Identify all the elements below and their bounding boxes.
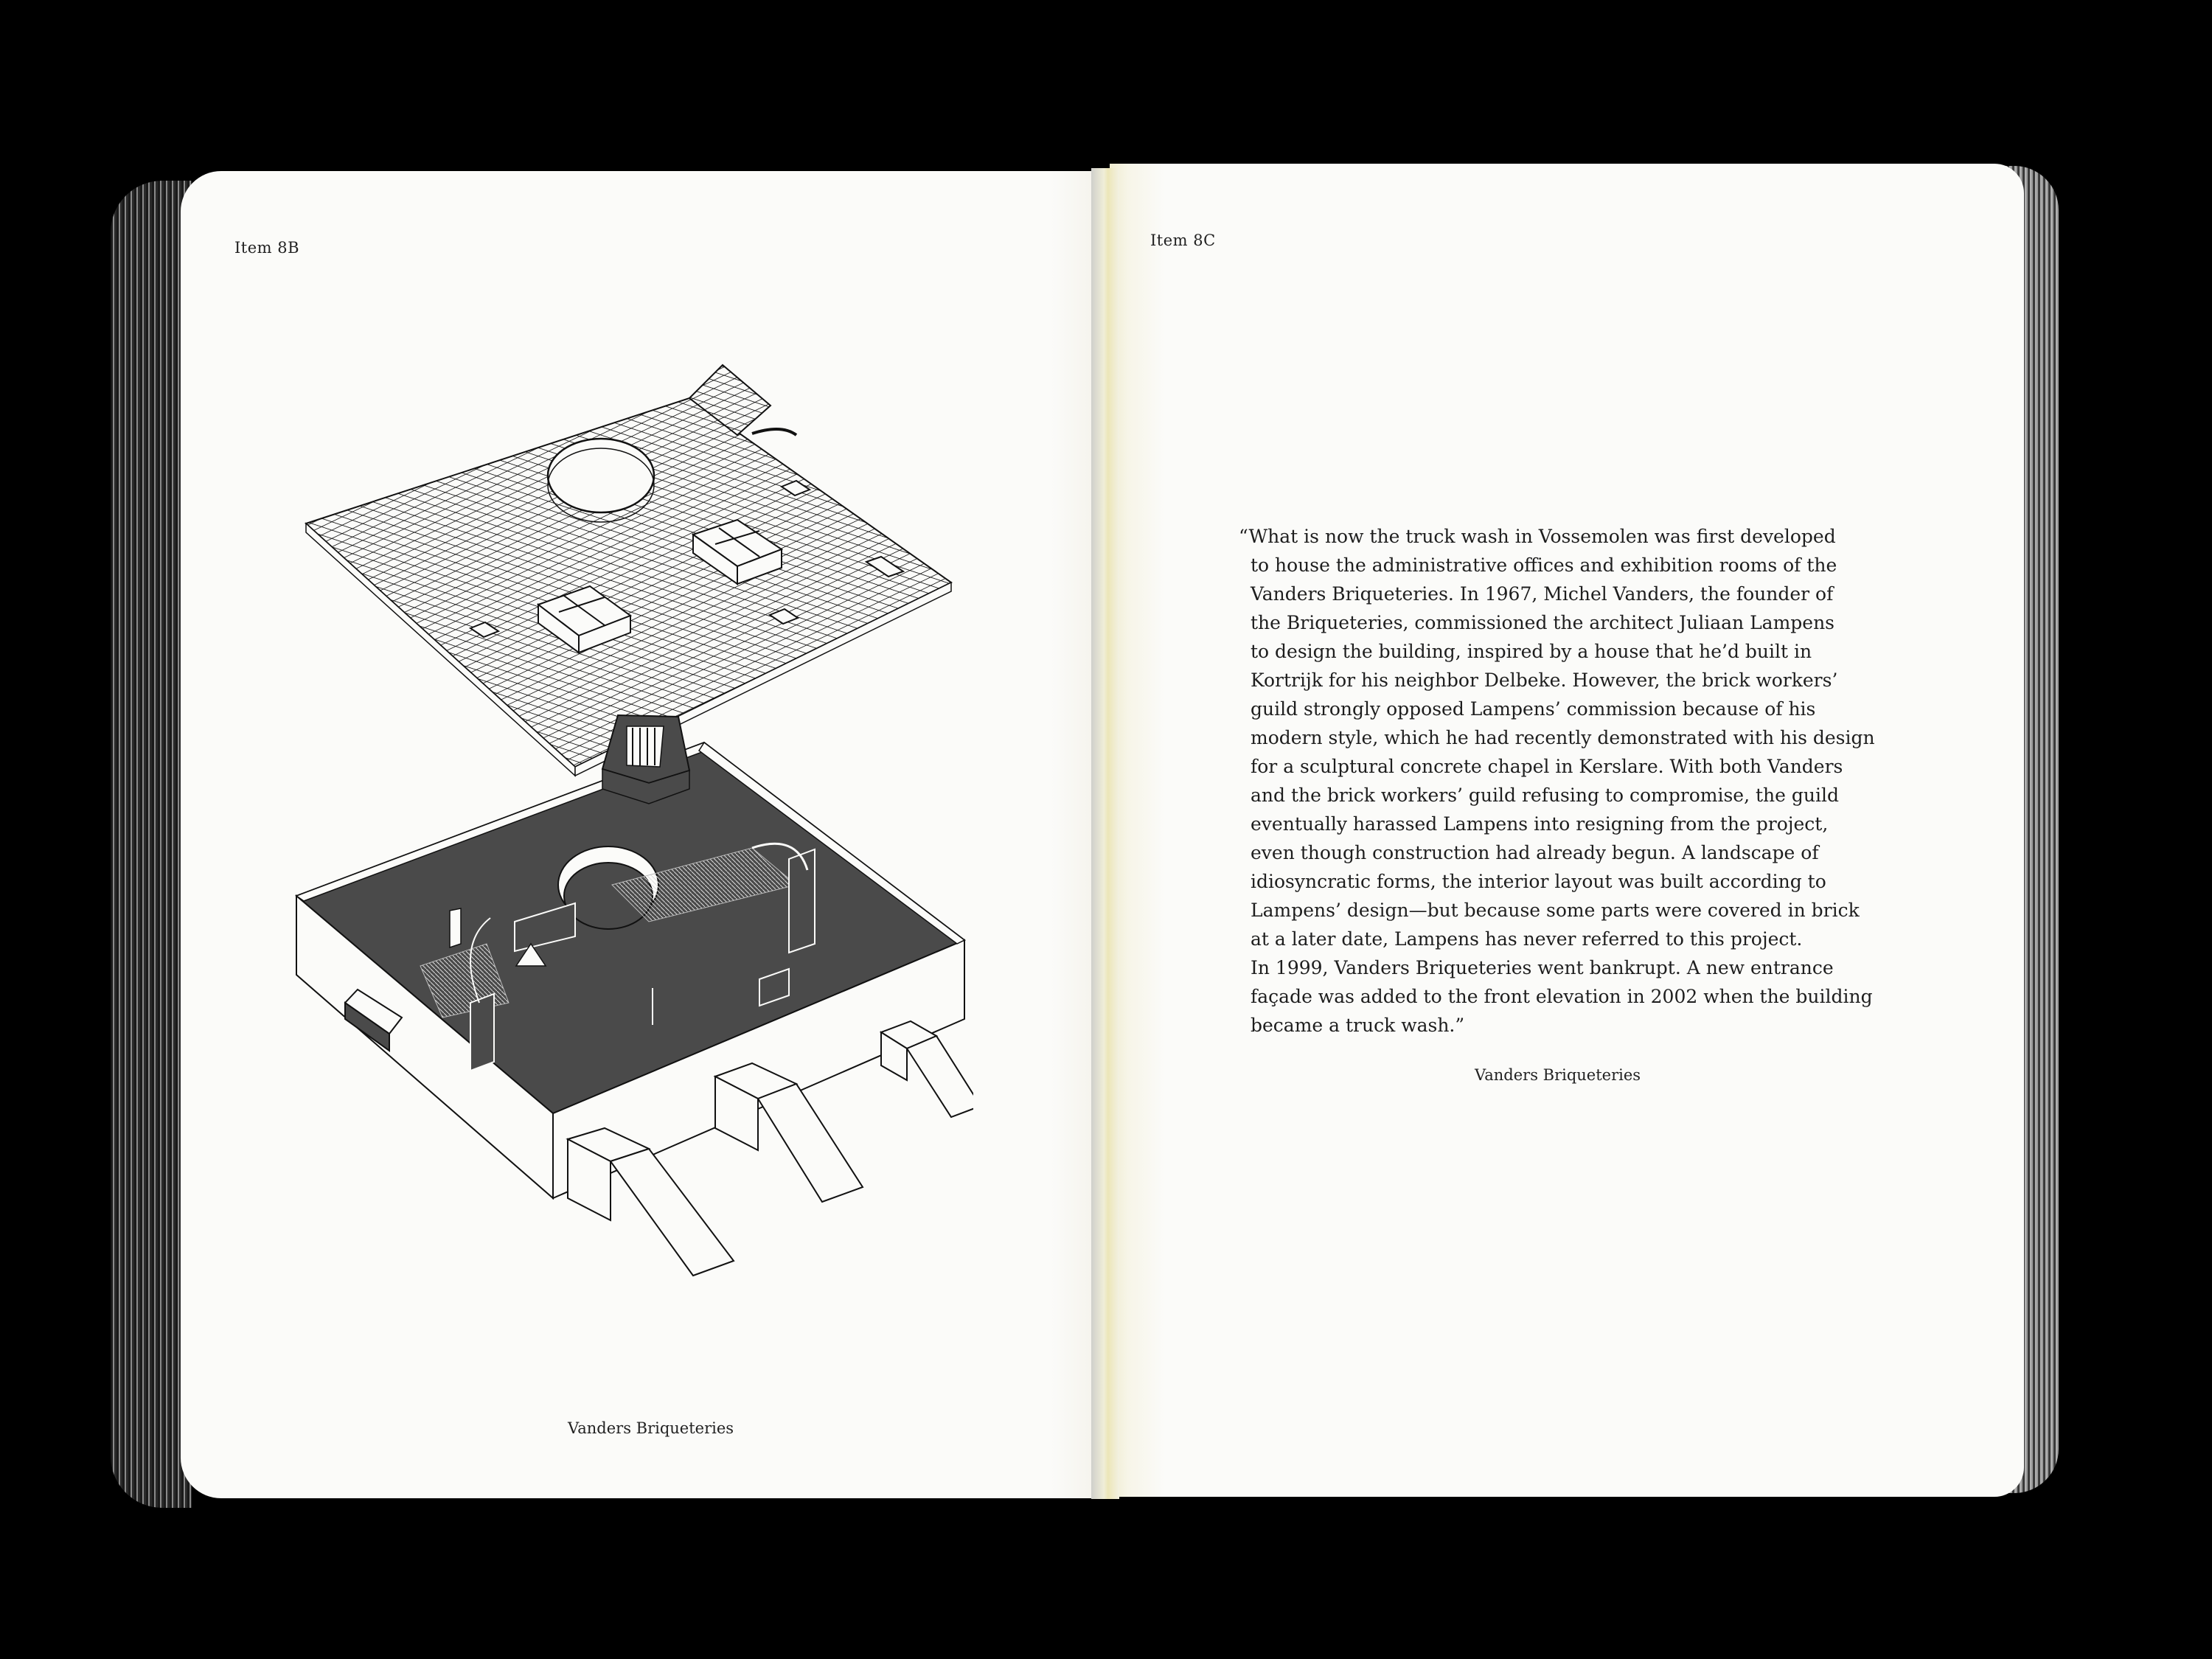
- quote-block: [1239, 522, 1888, 1040]
- quote-line: Vanders Briqueteries. In 1967, Michel Vanders, the founder of: [1251, 583, 1834, 605]
- quote-line: to house the administrative offices and exhibition rooms of the: [1251, 554, 1837, 576]
- quote-line: even though construction had already begun. A landscape of: [1251, 842, 1819, 863]
- quote-line: eventually harassed Lampens into resigning from the project,: [1251, 813, 1829, 835]
- left-page-caption: Vanders Briqueteries: [568, 1419, 734, 1437]
- quote-line: In 1999, Vanders Briqueteries went bankrupt. A new entrance: [1251, 957, 1834, 978]
- building-volume: [296, 715, 973, 1276]
- quote-line: Lampens’ design—but because some parts were covered in brick: [1251, 900, 1860, 921]
- item-label-8c: Item 8C: [1150, 232, 1216, 249]
- quote-line: at a later date, Lampens has never referred to this project.: [1251, 928, 1803, 950]
- quote-line: façade was added to the front elevation in 2002 when the building: [1251, 986, 1873, 1007]
- book-gutter: [1091, 168, 1119, 1499]
- right-page-caption: Vanders Briqueteries: [1475, 1066, 1641, 1084]
- quote-line: “What is now the truck wash in Vossemolen was first developed: [1239, 526, 1836, 547]
- quote-line: Kortrijk for his neighbor Delbeke. However, the brick workers’: [1251, 669, 1838, 691]
- quote-line: for a sculptural concrete chapel in Kerslare. With both Vanders: [1251, 756, 1843, 777]
- left-page-edge-stack: [111, 181, 192, 1508]
- quote-line: idiosyncratic forms, the interior layout was built according to: [1251, 871, 1826, 892]
- quote-line: and the brick workers’ guild refusing to compromise, the guild: [1251, 785, 1839, 806]
- axonometric-drawing: [280, 354, 973, 1283]
- quote-line: modern style, which he had recently demonstrated with his design: [1251, 727, 1875, 748]
- quote-line: to design the building, inspired by a house that he’d built in: [1251, 641, 1812, 662]
- quote-line: guild strongly opposed Lampens’ commission because of his: [1251, 698, 1816, 720]
- roof-grid: [306, 365, 951, 776]
- quote-line: the Briqueteries, commissioned the architect Juliaan Lampens: [1251, 612, 1835, 633]
- item-label-8b: Item 8B: [234, 239, 300, 257]
- quote-line: became a truck wash.”: [1251, 1015, 1465, 1036]
